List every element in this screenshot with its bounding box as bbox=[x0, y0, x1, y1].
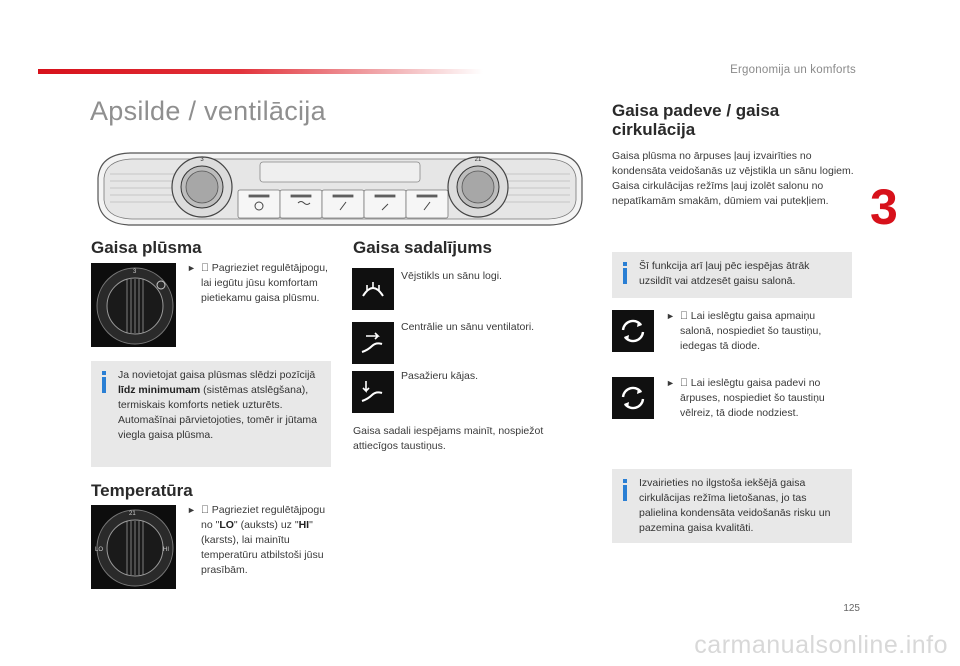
recirculation-instruction: ► Lai ieslēgtu gaisa apmaiņu salonā, nospiediet šo taustiņu, iedegas tā diode. bbox=[666, 310, 822, 352]
air-intake-info-box: Šī funkcija arī ļauj pēc iespējas ātrāk uzsildīt vai atdzesēt gaisu salonā. bbox=[612, 252, 852, 298]
control-panel-illustration bbox=[90, 148, 590, 230]
temperature-instruction: ► Pagrieziet regulētājpogu no "LO" (auksts) uz "HI" (karsts), lai mainītu temperatūru atbilstoši jūsu prasībām. bbox=[187, 504, 326, 576]
distribution-item-vents: Centrālie un sānu ventilatori. bbox=[401, 321, 535, 333]
watermark: carmanualsonline.info bbox=[694, 631, 948, 659]
temperature-dial-high: HI bbox=[163, 547, 169, 553]
recirculation-warning-box: Izvairieties no ilgstoša iekšējā gaisa cirkulācijas režīma lietošanas, jo tas palielina kondensāta veidošanās risku un pazemina gaisa kvalitāti. bbox=[612, 469, 852, 543]
section-header: Ergonomija un komforts bbox=[730, 64, 856, 76]
bullet-marker: ► bbox=[666, 378, 675, 388]
svg-text:3: 3 bbox=[133, 269, 137, 275]
page-number: 125 bbox=[843, 603, 860, 614]
fan-dial-image bbox=[91, 263, 176, 347]
info-icon bbox=[621, 262, 629, 286]
air-intake-heading: Gaisa padeve / gaisa cirkulācija bbox=[612, 101, 780, 139]
temperature-heading: Temperatūra bbox=[91, 481, 193, 500]
fresh-air-instruction: ► Lai ieslēgtu gaisa padevi no ārpuses, nospiediet šo taustiņu vēlreiz, tā diode nodziest. bbox=[666, 377, 825, 419]
temperature-dial-scale: 21 bbox=[129, 511, 136, 517]
face-vent-icon bbox=[352, 322, 394, 364]
temperature-dial-low: LO bbox=[95, 547, 104, 553]
distribution-item-windscreen: Vējstikls un sānu logi. bbox=[401, 270, 502, 282]
airflow-instruction: ► Pagrieziet regulētājpogu, lai iegūtu jūsu komfortam pietiekamu gaisa plūsmu. bbox=[187, 262, 328, 304]
info-icon bbox=[100, 371, 108, 395]
foot-vent-icon bbox=[352, 371, 394, 413]
bullet-marker: ► bbox=[187, 263, 196, 273]
fresh-air-icon bbox=[612, 377, 654, 419]
right-dial-scale: 21 bbox=[474, 157, 482, 163]
info-icon bbox=[621, 479, 629, 503]
left-dial-scale: 3 bbox=[200, 157, 204, 163]
distribution-item-feet: Pasažieru kājas. bbox=[401, 370, 479, 382]
airflow-info-box: Ja novietojat gaisa plūsmas slēdzi pozīcijā līdz minimumam (sistēmas atslēgšana), termiskais komforts netiek uzturēts. Automašīnai pārvietojoties, tomēr ir jūtama viegla gaisa plūsma. bbox=[91, 361, 331, 467]
recirculation-icon bbox=[612, 310, 654, 352]
air-intake-description: Gaisa plūsma no ārpuses ļauj izvairīties no kondensāta veidošanās uz vējstikla un sānu logiem. Gaisa cirkulācijas režīms ļauj izolēt salonu no nepatīkamām smakām, dūmiem vai putekļiem. bbox=[612, 150, 854, 207]
chapter-number: 3 bbox=[870, 179, 898, 235]
page-title: Apsilde / ventilācija bbox=[90, 96, 326, 126]
distribution-heading: Gaisa sadalījums bbox=[353, 238, 492, 257]
header-accent-bar bbox=[38, 69, 483, 74]
airflow-heading: Gaisa plūsma bbox=[91, 238, 202, 257]
bullet-marker: ► bbox=[666, 311, 675, 321]
temperature-dial-image bbox=[91, 505, 176, 589]
distribution-note: Gaisa sadali iespējams mainīt, nospiežot attiecīgos taustiņus. bbox=[353, 425, 544, 452]
bullet-marker: ► bbox=[187, 505, 196, 515]
windscreen-demist-icon bbox=[352, 268, 394, 310]
